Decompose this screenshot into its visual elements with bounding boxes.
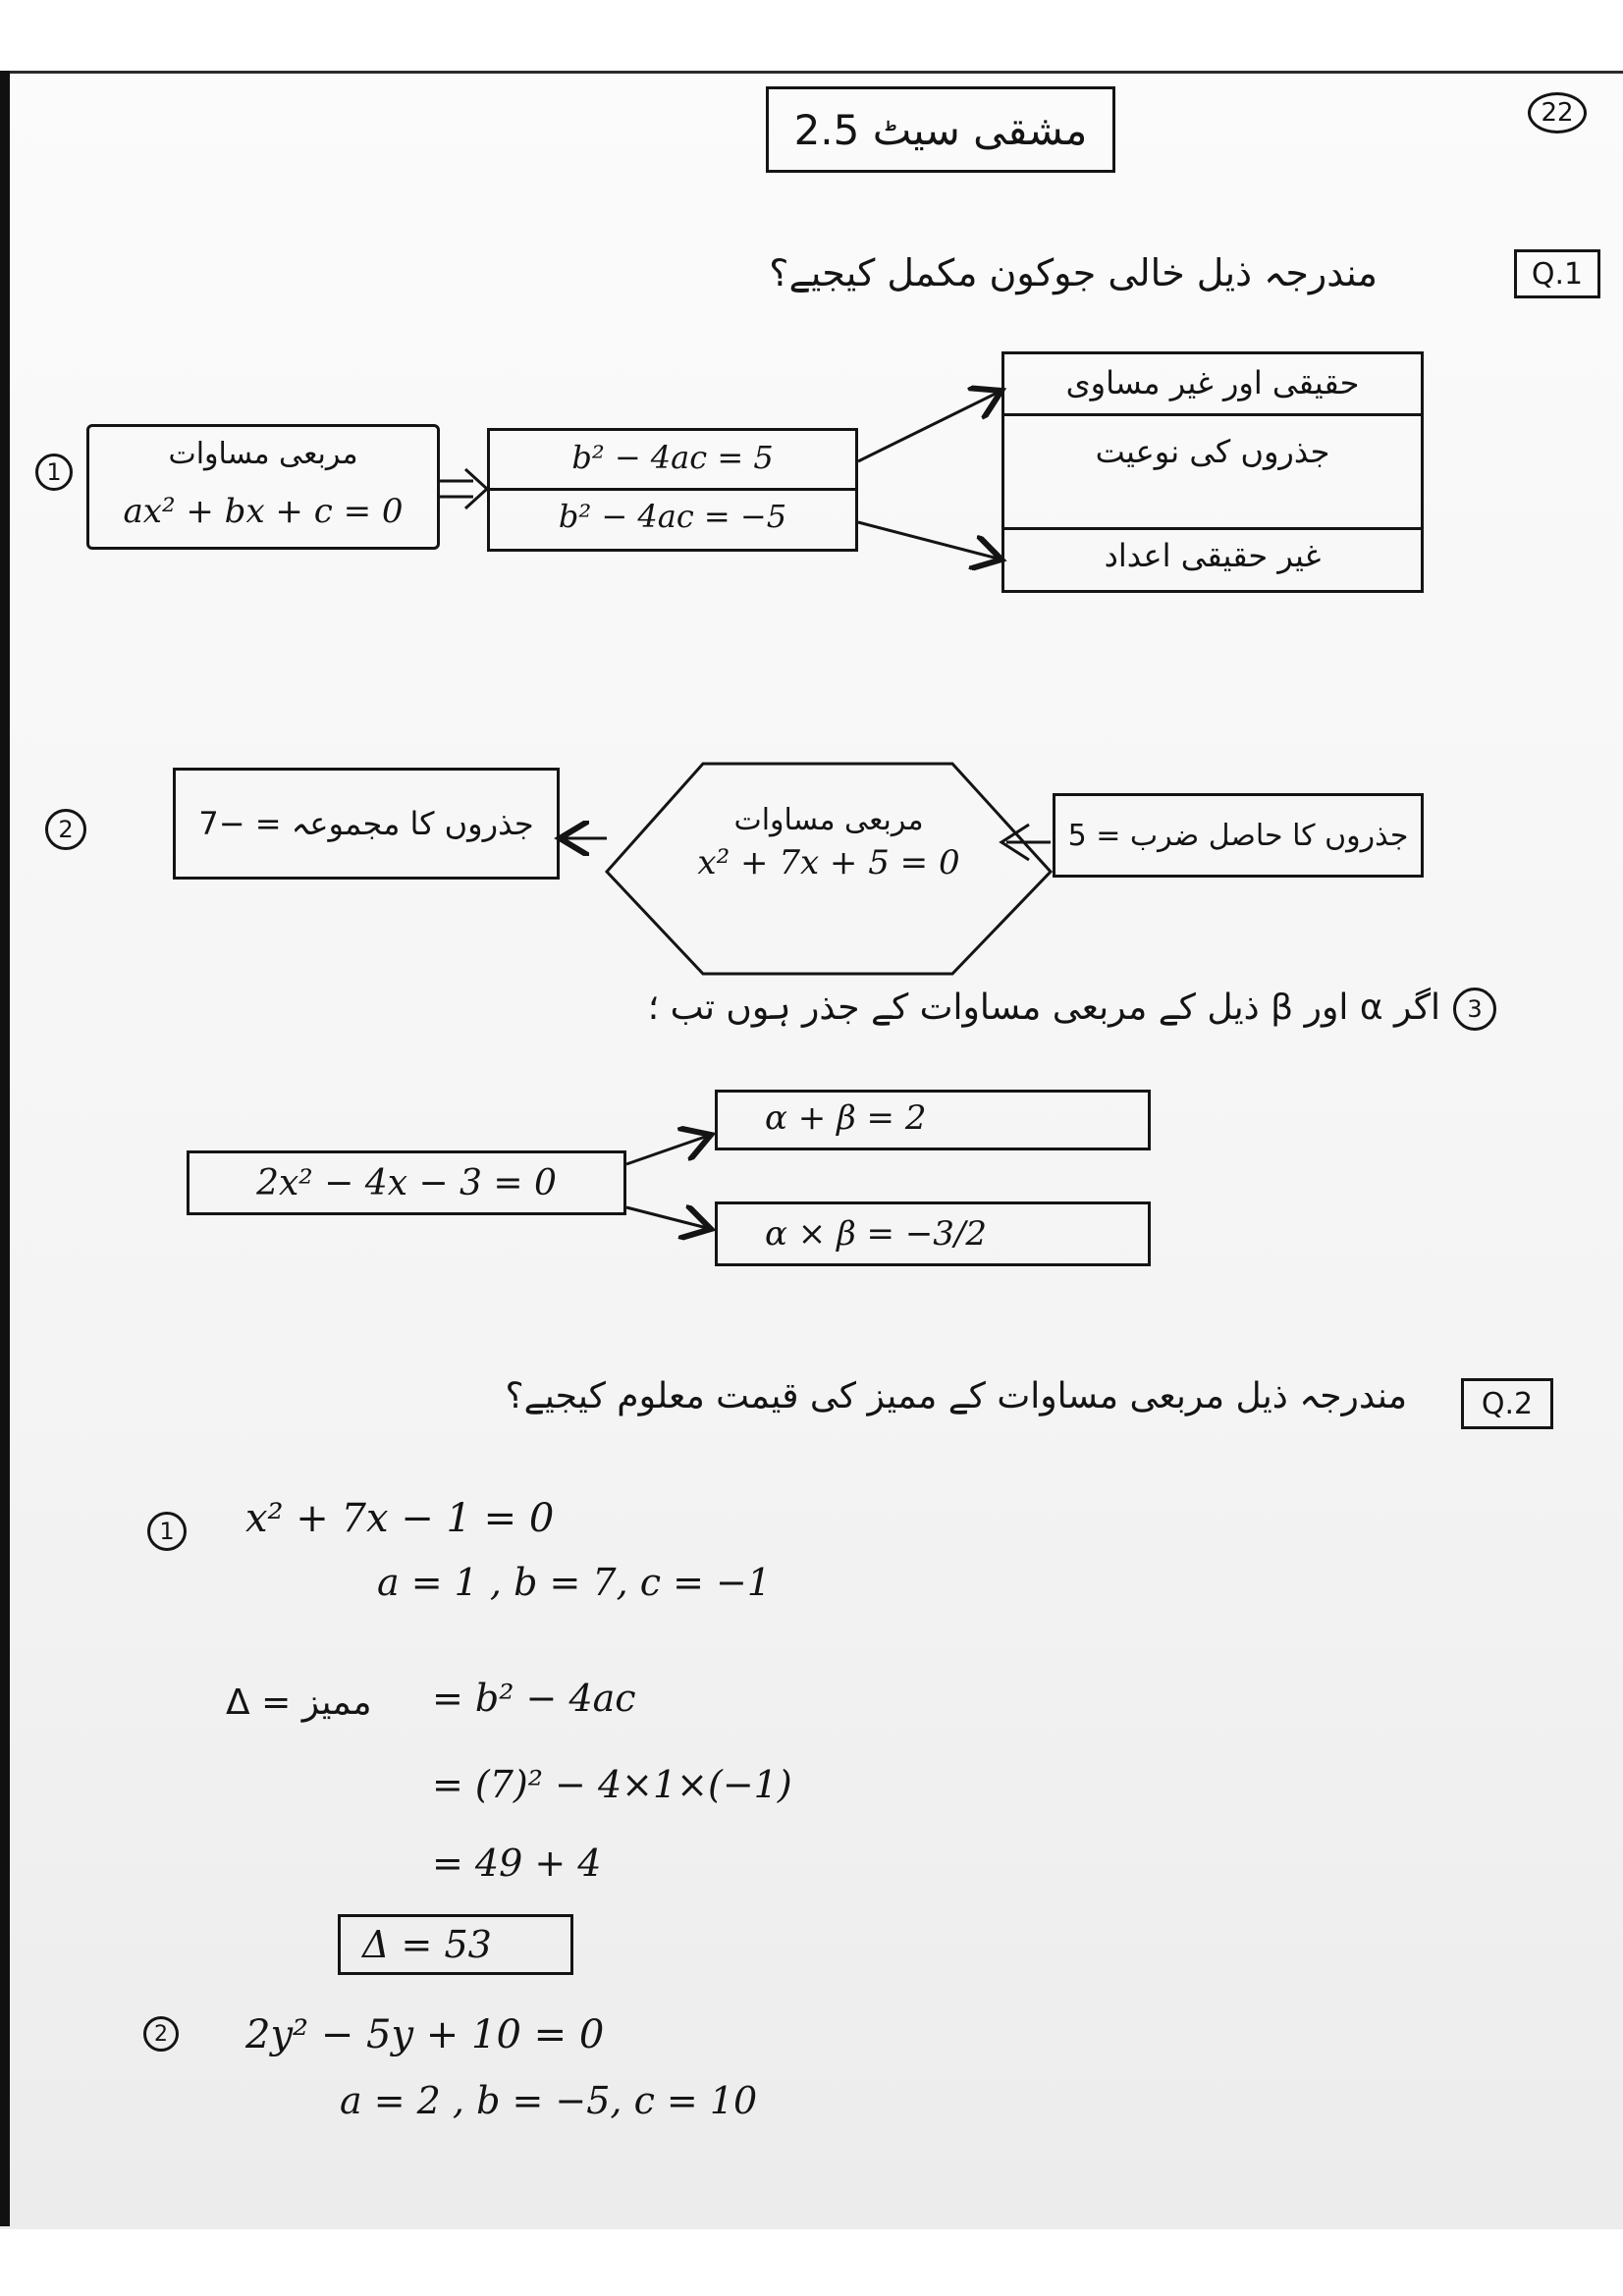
- double-arrow-icon: [440, 469, 487, 508]
- product-of-roots: جذروں کا حاصل ضرب = 5: [1067, 818, 1409, 853]
- alpha-plus-beta-box: [715, 1090, 1151, 1150]
- page-number-circle: [1528, 92, 1587, 133]
- sum-of-roots-box: [173, 768, 560, 880]
- arrow-to-real-roots: [858, 391, 1001, 461]
- quadratic-title: مربعی مساوات: [168, 437, 358, 471]
- part-1-equation: x² + 7x − 1 = 0: [245, 1496, 555, 1541]
- quadratic-general-equation: ax² + bx + c = 0: [123, 492, 404, 531]
- part-2-coefficients: a = 2 , b = −5, c = 10: [340, 2079, 758, 2122]
- discriminant-box: [487, 428, 858, 552]
- item-1-number: 1: [35, 454, 73, 491]
- q2-instruction: مندرجہ ذیل مربعی مساوات کے ممیز کی قیمت معلوم کیجیے؟: [505, 1376, 1407, 1416]
- discriminant-divider: [490, 488, 855, 491]
- alpha-times-beta-box: [715, 1201, 1151, 1266]
- alpha-times-beta: α × β = −3/2: [765, 1214, 988, 1254]
- sum-of-roots: جذروں کا مجموعہ = −7: [198, 805, 534, 842]
- discriminant-result-box: [338, 1914, 573, 1975]
- part-1-number: 1: [147, 1512, 187, 1551]
- item-3-statement: اگر α اور β ذیل کے مربعی مساوات کے جذر ہوں تب ؛: [647, 988, 1440, 1028]
- q1-instruction: مندرجہ ذیل خالی جوکون مکمل کیجیے؟: [769, 251, 1378, 294]
- discriminant-negative: b² − 4ac = −5: [558, 498, 787, 535]
- item-3-number: 3: [1453, 988, 1496, 1031]
- arrow-to-alpha-times-beta: [626, 1207, 711, 1229]
- hexagon-title: مربعی مساوات: [733, 803, 924, 837]
- page-number: 22: [1541, 98, 1574, 128]
- discriminant-positive: b² − 4ac = 5: [571, 439, 774, 476]
- arrow-to-alpha-plus-beta: [626, 1135, 711, 1164]
- real-unequal-roots: حقیقی اور غیر مساوی: [1065, 364, 1360, 401]
- quadratic-general-box: [86, 424, 440, 550]
- arrow-to-nonreal-roots: [858, 522, 1001, 560]
- part-1-coefficients: a = 1 , b = 7, c = −1: [377, 1561, 772, 1604]
- title-box: [766, 86, 1115, 173]
- nature-of-roots-label: جذروں کی نوعیت: [1095, 433, 1330, 470]
- alpha-plus-beta: α + β = 2: [765, 1098, 927, 1138]
- discriminant-result: Δ = 53: [362, 1923, 492, 1966]
- q2-label-box: [1461, 1378, 1553, 1429]
- solution-step-1: = b² − 4ac: [432, 1677, 636, 1720]
- hexagon-equation: x² + 7x + 5 = 0: [697, 843, 960, 882]
- hexagon-content: [656, 803, 1001, 882]
- product-of-roots-box: [1053, 793, 1424, 878]
- solution-step-2: = (7)² − 4×1×(−1): [432, 1763, 792, 1806]
- part-2-number: 2: [143, 2016, 179, 2052]
- discriminant-label: ممیز = Δ: [226, 1682, 372, 1723]
- nature-divider-top: [1004, 413, 1421, 416]
- nature-of-roots-box: [1001, 351, 1424, 593]
- item-3-equation-box: [187, 1150, 626, 1215]
- item-3-equation: 2x² − 4x − 3 = 0: [256, 1162, 557, 1203]
- part-2-equation: 2y² − 5y + 10 = 0: [245, 2012, 605, 2057]
- page-title: مشقی سیٹ 2.5: [793, 105, 1088, 154]
- q1-label: Q.1: [1531, 256, 1584, 292]
- nature-divider-bottom: [1004, 527, 1421, 530]
- solution-step-3: = 49 + 4: [432, 1842, 602, 1885]
- q2-label: Q.2: [1481, 1386, 1534, 1421]
- item-2-number: 2: [45, 809, 86, 850]
- q1-label-box: [1514, 249, 1600, 298]
- nonreal-roots: غیر حقیقی اعداد: [1104, 537, 1322, 574]
